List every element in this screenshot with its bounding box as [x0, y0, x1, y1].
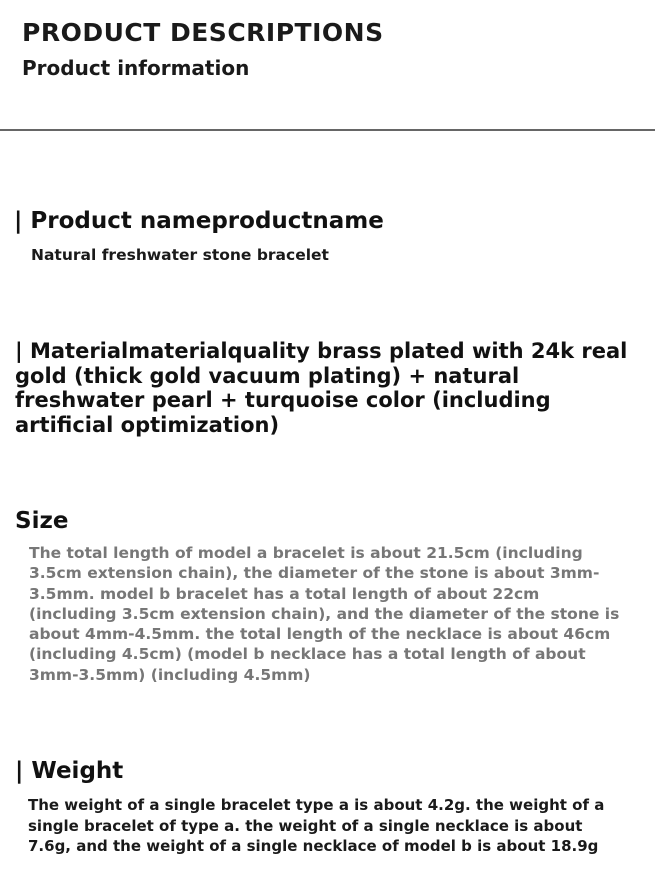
product-name-heading: | Product nameproductname [14, 208, 384, 234]
material-heading: | Materialmaterialquality brass plated with 24k real gold (thick gold vacuum plating) + natural freshwater pearl + turquoise color (including artificial optimization) [15, 339, 628, 437]
product-name-value: Natural freshwater stone bracelet [31, 246, 329, 264]
weight-heading: | Weight [15, 758, 124, 784]
page-title: PRODUCT DESCRIPTIONS [22, 18, 384, 47]
size-heading: Size [15, 508, 69, 534]
size-value: The total length of model a bracelet is about 21.5cm (including 3.5cm extension chain), the diameter of the stone is about 3mm-3.5mm. model b bracelet has a total length of about 22cm (including 3.5cm extension chain), and the diameter of the stone is about 4mm-4.5mm. the total length of the necklace is about 46cm (including 4.5cm) (model b necklace has a total length of about 3mm-3.5mm) (including 4.5mm) [29, 544, 620, 684]
header-divider [0, 129, 655, 131]
page-subtitle: Product information [22, 56, 250, 80]
weight-value: The weight of a single bracelet type a is about 4.2g. the weight of a single bracelet of type a. the weight of a single necklace is about 7.6g, and the weight of a single necklace of model b is about 18.9g [28, 796, 605, 855]
